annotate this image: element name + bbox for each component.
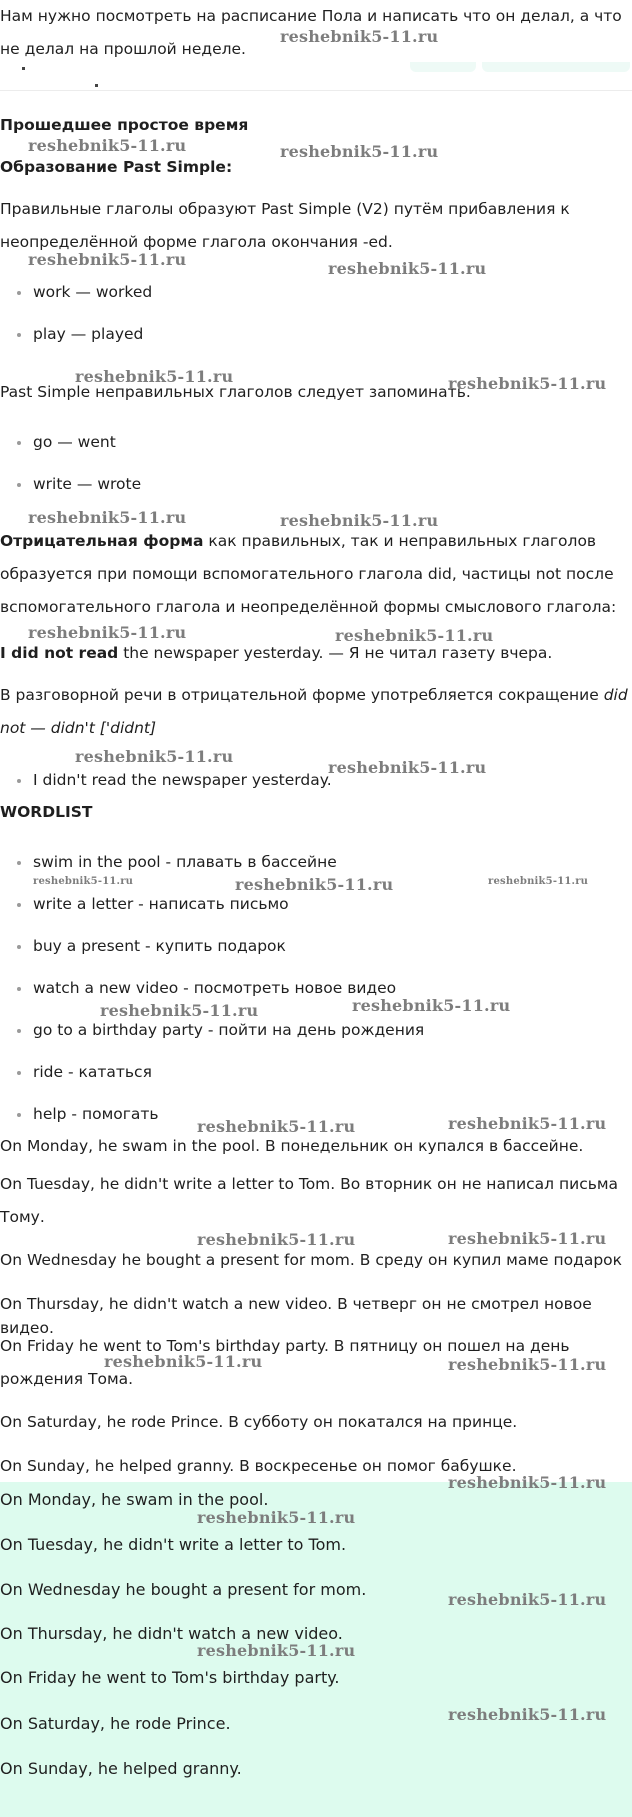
watermark: reshebnik5-11.ru	[28, 250, 187, 269]
translation-line: On Sunday, he helped granny. В воскресенье он помог бабушке.	[0, 1457, 517, 1475]
watermark: reshebnik5-11.ru	[197, 1117, 356, 1136]
translation-line: On Monday, he swam in the pool. В понедельник он купался в бассейне.	[0, 1137, 584, 1155]
watermark: reshebnik5-11.ru	[28, 508, 187, 527]
cut-glyph	[22, 67, 25, 70]
translation-line: On Tuesday, he didn't write a letter to Tom. Во вторник он не написал письма Тому.	[0, 1175, 619, 1226]
watermark: reshebnik5-11.ru	[197, 1641, 356, 1660]
answer-line: On Monday, he swam in the pool.	[0, 1490, 269, 1509]
negative-form-text: Отрицательная форма как правильных, так и неправильных глаголов образуется при помощи вспомогательного глагола did, частицы not после вспомогательного глагола и неопределённой формы смыслового глагола:	[0, 532, 617, 616]
watermark: reshebnik5-11.ru	[280, 27, 439, 46]
watermark: reshebnik5-11.ru	[75, 367, 234, 386]
answer-line: On Thursday, he didn't watch a new video.	[0, 1624, 343, 1643]
watermark: reshebnik5-11.ru	[448, 1590, 607, 1609]
irregular-intro: Past Simple неправильных глаголов следует запоминать.	[0, 383, 471, 401]
watermark: reshebnik5-11.ru	[100, 1001, 259, 1020]
watermark: reshebnik5-11.ru	[328, 758, 487, 777]
negative-example: I did not read the newspaper yesterday. — Я не читал газету вчера.	[0, 644, 553, 662]
negative-form-label: Отрицательная форма	[0, 532, 204, 550]
watermark: reshebnik5-11.ru	[197, 1230, 356, 1249]
watermark: reshebnik5-11.ru	[28, 623, 187, 642]
watermark: reshebnik5-11.ru	[448, 1705, 607, 1724]
watermark: reshebnik5-11.ru	[448, 1355, 607, 1374]
answer-line: On Friday he went to Tom's birthday party.	[0, 1668, 340, 1687]
watermark: reshebnik5-11.ru	[448, 1114, 607, 1133]
answer-line: On Saturday, he rode Prince.	[0, 1714, 231, 1733]
watermark: reshebnik5-11.ru	[197, 1508, 356, 1527]
answer-line: On Sunday, he helped granny.	[0, 1759, 242, 1778]
wordlist-title: WORDLIST	[0, 803, 93, 821]
watermark: reshebnik5-11.ru	[328, 259, 487, 278]
watermark: reshebnik5-11.ru	[280, 142, 439, 161]
answer-line: On Wednesday he bought a present for mom.	[0, 1580, 367, 1599]
watermark: reshebnik5-11.ru	[448, 1229, 607, 1248]
watermark: reshebnik5-11.ru	[104, 1352, 263, 1371]
regular-intro: Правильные глаголы образуют Past Simple (V2) путём прибавления к неопределённой форме глагола окончания -ed.	[0, 200, 570, 251]
rule-heading: Прошедшее простое время	[0, 116, 249, 134]
watermark: reshebnik5-11.ru	[75, 747, 234, 766]
watermark: reshebnik5-11.ru	[488, 876, 589, 887]
answer-line: On Tuesday, he didn't write a letter to Tom.	[0, 1535, 347, 1554]
header-separator	[0, 90, 632, 91]
watermark: reshebnik5-11.ru	[448, 374, 607, 393]
rule-subheading: Образование Past Simple:	[0, 158, 233, 176]
watermark: reshebnik5-11.ru	[33, 876, 134, 887]
cut-glyph	[95, 84, 98, 87]
translation-line: On Thursday, he didn't watch a new video. В четверг он не смотрел новое видео.	[0, 1295, 592, 1337]
translation-line: On Saturday, he rode Prince. В субботу он покатался на принце.	[0, 1413, 518, 1431]
translation-line: On Wednesday he bought a present for mom. В среду он купил маме подарок	[0, 1251, 623, 1269]
translation-line: On Friday he went to Tom's birthday party. В пятницу он пошел на день рождения Тома.	[0, 1337, 570, 1388]
short-form-text: В разговорной речи в отрицательной форме употребляется сокращение did not — didn't ['didnt]	[0, 686, 628, 737]
watermark: reshebnik5-11.ru	[335, 626, 494, 645]
watermark: reshebnik5-11.ru	[280, 511, 439, 530]
task-text: Нам нужно посмотреть на расписание Пола и написать что он делал, а что не делал на прошлой неделе.	[0, 7, 622, 58]
watermark: reshebnik5-11.ru	[28, 136, 187, 155]
watermark: reshebnik5-11.ru	[235, 875, 394, 894]
watermark: reshebnik5-11.ru	[448, 1473, 607, 1492]
watermark: reshebnik5-11.ru	[352, 996, 511, 1015]
